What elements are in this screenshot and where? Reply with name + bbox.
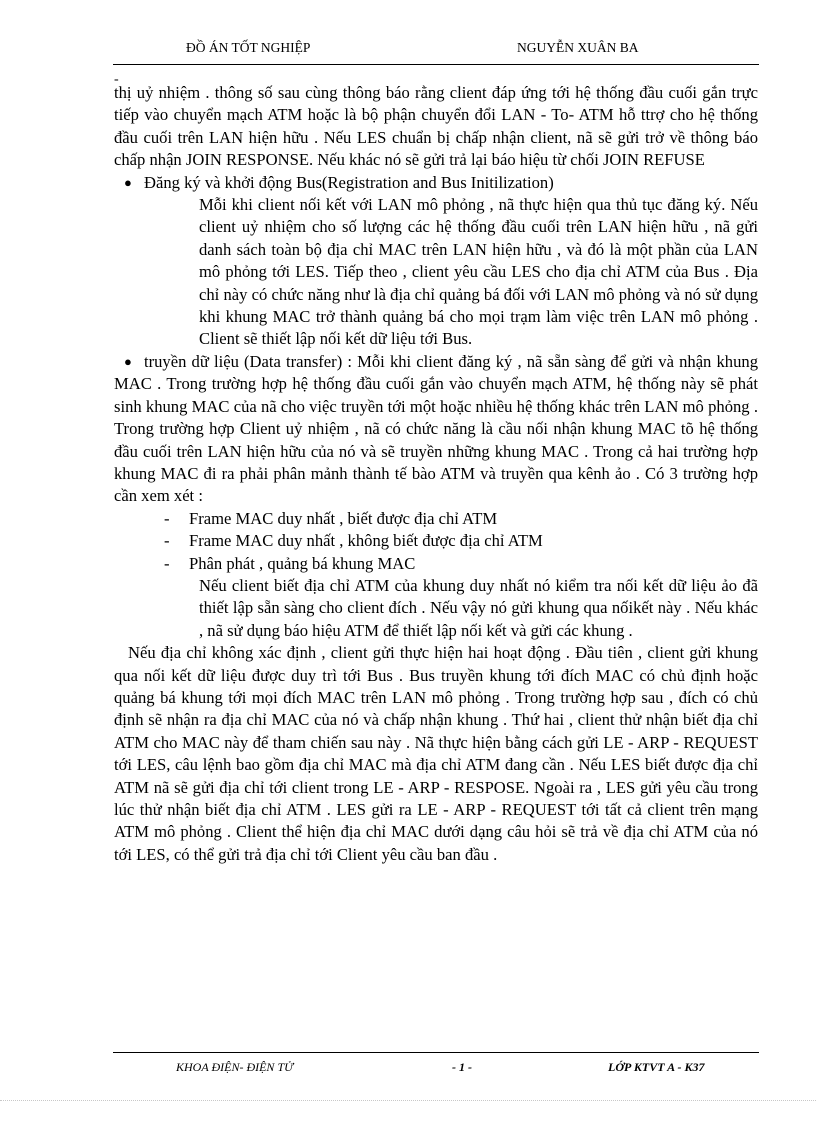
page-number: - 1 - xyxy=(452,1060,472,1074)
page-boundary xyxy=(0,1100,816,1101)
margin-mark: - xyxy=(114,72,119,87)
page-footer xyxy=(0,1060,816,1082)
data-transfer-paragraph: truyền dữ liệu (Data transfer) : Mỗi khi client đăng ký , nã sẵn sàng để gửi và nhận khung MAC . Trong trường hợp hệ thống đầu cuối gắn vào chuyển mạch ATM, hệ thống này sẽ phát sinh khung MAC của nã cho việc truyền tới một hoặc nhiều hệ thống khác trên LAN mô phỏng . Trong trường hợp Client uỷ nhiệm , nã có chức năng là cầu nối nhận khung MAC tõ hệ thống đầu cuối trên LAN hiện hữu của nó và sẽ truyền những khung MAC . Trong cả hai trường hợp khung MAC đi ra phải phân mảnh thành tế bào ATM và truyền qua kênh ảo . Có 3 trường hợp cần xem xét : xyxy=(114,351,758,506)
bullet-data-transfer xyxy=(114,351,758,508)
footer-rule xyxy=(113,1052,759,1053)
dash-icon: - xyxy=(164,508,170,528)
footer-class: LỚP KTVT A - K37 xyxy=(608,1060,705,1074)
bullet-registration xyxy=(114,172,758,194)
bullet-icon: ● xyxy=(124,174,132,190)
case-item-label: Phân phát , quảng bá khung MAC xyxy=(189,553,416,573)
header-author: NGUYỄN XUÂN BA xyxy=(517,40,639,55)
intro-paragraph: thị uỷ nhiệm . thông số sau cùng thông báo rằng client đáp ứng tới hệ thống đầu cuối gắn trực tiếp vào chuyển mạch ATM hoặc là bộ phận chuyển đổi LAN - To- ATM hỗ ttrợ cho hệ thống đầu cuối trên LAN hiện hữu . Nếu LES chuẩn bị chấp nhận client, nã sẽ gửi trở về thông báo chấp nhận JOIN RESPONSE. Nếu khác nó sẽ gửi trả lại báo hiệu từ chối JOIN REFUSE xyxy=(114,83,758,170)
page-header xyxy=(0,40,816,60)
closing-paragraph: Nếu địa chỉ không xác định , client gửi thực hiện hai hoạt động . Đầu tiên , client gửi khung qua nối kết dữ liệu được duy trì tới Bus . Bus truyền khung tới đích MAC có chủ định hoặc quảng bá khung tới mọi đích MAC trên LAN mô phỏng . Trong trường hợp sau , đích có chủ định sẽ nhận ra địa chỉ MAC của nó và chấp nhận khung . Thứ hai , client thử nhận biết địa chỉ ATM cho MAC này để tham chiến sau này . Nã thực hiện bằng cách gửi LE - ARP - REQUEST tới LES, câu lệnh bao gồm địa chỉ MAC mà địa chỉ ATM đang cần . Nếu LES biết được địa chỉ ATM nã sẽ gửi địa chỉ tới client trong LE - ARP - RESPOSE. Ngoài ra , LES gửi yêu cầu trong lúc thử nhận biết địa chỉ ATM . LES gửi ra LE - ARP - REQUEST tới tất cả client trên mạng ATM mô phỏng . Client thể hiện địa chỉ MAC dưới dạng câu hỏi sẽ trả về địa chỉ ATM của nó tới LES, có thể gửi trả địa chỉ tới Client yêu cầu ban đầu . xyxy=(114,643,758,864)
case-item xyxy=(114,508,758,530)
header-title: ĐỒ ÁN TỐT NGHIỆP xyxy=(186,40,311,55)
case-item xyxy=(114,530,758,552)
case-detail-paragraph: Nếu client biết địa chỉ ATM của khung duy nhất nó kiểm tra nối kết dữ liệu ảo đã thiết lập sẵn sàng cho client đích . Nếu vậy nó gửi khung qua nốikết này . Nếu khác , nã sử dụng báo hiệu ATM để thiết lập nối kết và gửi các khung . xyxy=(199,575,758,640)
registration-paragraph: Mỗi khi client nối kết với LAN mô phỏng , nã thực hiện qua thủ tục đăng ký. Nếu client uỷ nhiệm cho số lượng các hệ thống đầu cuối trên LAN hiện hữu , nã gửi danh sách toàn bộ địa chỉ MAC trên LAN hiện hữu , và đó là một phần của LAN mô phỏng tới LES. Tiếp theo , client yêu cầu LES cho địa chỉ ATM của Bus . Địa chỉ này có chức năng như là địa chỉ quảng bá đối với LAN mô phỏng và nó sử dụng khi khung MAC trở thành quảng bá cho mọi trạm làm việc trên LAN mô phỏng . Client sẽ thiết lập nối kết dữ liệu tới Bus. xyxy=(199,195,758,349)
bullet-registration-title: Đăng ký và khởi động Bus(Registration and Bus Initilization) xyxy=(144,172,554,192)
case-item-label: Frame MAC duy nhất , biết được địa chỉ ATM xyxy=(189,508,498,528)
case-item xyxy=(114,553,758,575)
case-item-label: Frame MAC duy nhất , không biết được địa chỉ ATM xyxy=(189,531,543,551)
page-body xyxy=(114,82,758,866)
dash-icon: - xyxy=(164,531,170,551)
header-rule xyxy=(113,64,759,65)
bullet-icon: ● xyxy=(124,353,132,369)
dash-icon: - xyxy=(164,553,170,573)
footer-faculty: KHOA ĐIỆN- ĐIỆN TỬ xyxy=(176,1060,294,1074)
